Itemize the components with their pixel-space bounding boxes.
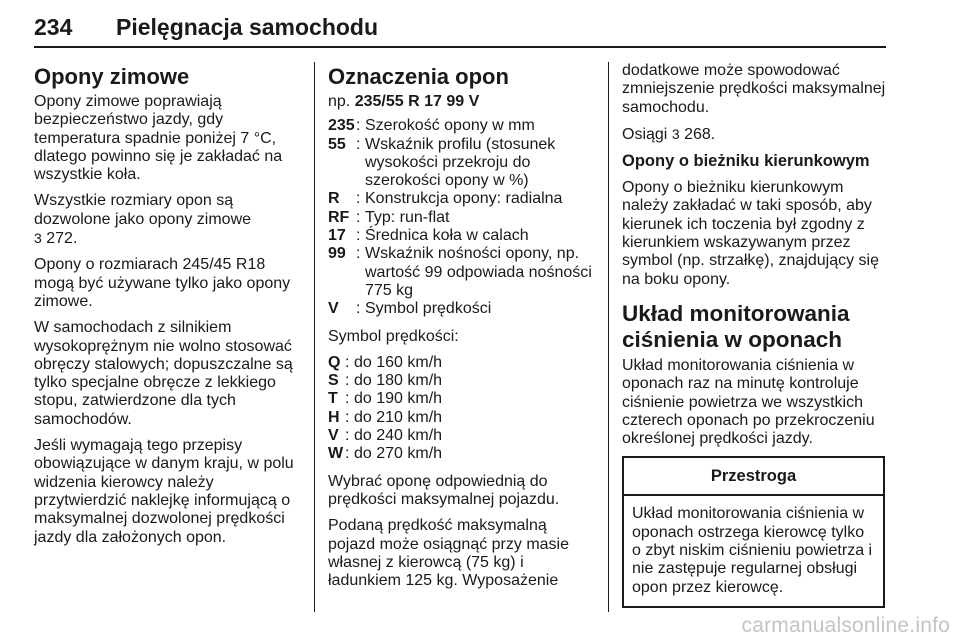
- column-winter-tyres: [34, 62, 304, 555]
- list-item: T : do 190 km/h: [328, 390, 443, 408]
- paragraph: dodatkowe może spowodować zmniejszenie prędkości maksymalnej samochodu.: [622, 62, 886, 116]
- warning-title: Przestroga: [624, 458, 883, 496]
- page-title: Pielęgnacja samochodu: [116, 14, 379, 40]
- list-item: W : do 270 km/h: [328, 445, 443, 463]
- header-divider: [34, 46, 886, 48]
- column-directional-tyres: [622, 62, 892, 608]
- list-item: V : do 240 km/h: [328, 427, 443, 445]
- performance-reference: Osiągi 3 268.: [622, 125, 716, 143]
- list-item: Q : do 160 km/h: [328, 353, 443, 371]
- tyre-code-example: np. 235/55 R 17 99 V: [328, 93, 480, 110]
- paragraph: Podaną prędkość maksymalną pojazd może osiągnąć przy masie własnej z kierowcą (75 kg) i ładunkiem 125 kg. Wyposażenie: [328, 517, 570, 590]
- list-item: S : do 180 km/h: [328, 372, 443, 390]
- list-item: 17 : Średnica koła w calach: [328, 227, 529, 245]
- column-tyre-markings: [328, 62, 598, 598]
- paragraph: Opony o rozmiarach 245/45 R18 mogą być używane tylko jako opony zimowe.: [34, 256, 291, 310]
- watermark: carmanualsonline.info: [741, 614, 950, 637]
- subheading-directional-tyres: Opony o bieżniku kierunkowym: [622, 152, 870, 171]
- list-item: RF : Typ: run-flat: [328, 208, 450, 226]
- cross-reference-page[interactable]: 268.: [684, 125, 716, 143]
- paragraph: Opony o bieżniku kierunkowym należy zakładać w taki sposób, aby kierunek ich toczenia był zgodny z kierunkiem wskazywanym przez symbol (np. strzałkę), znajdujący się na boku opony.: [622, 179, 879, 288]
- paragraph: Jeśli wymagają tego przepisy obowiązujące w danym kraju, w polu widzenia kierowcy należy przytwierdzić naklejkę informującą o maksymalnej dozwolonej prędkości jazdy dla założonych opon.: [34, 437, 294, 546]
- page-header: [34, 14, 886, 56]
- section-heading-winter-tyres: Opony zimowe: [34, 64, 190, 89]
- paragraph: Układ monitorowania ciśnienia w oponach raz na minutę kontroluje ciśnienie powietrza we wszystkich czterech oponach po przekroczeniu określonej prędkości jazdy.: [622, 356, 875, 448]
- list-item: R : Konstrukcja opony: radialna: [328, 190, 563, 208]
- speed-symbol-label: Symbol prędkości:: [328, 327, 459, 345]
- section-heading-tyre-markings: Oznaczenia opon: [328, 64, 509, 89]
- paragraph: W samochodach z silnikiem wysokoprężnym nie wolno stosować obręczy stalowych; dopuszczalne są tylko specjalne obręcze z lekkiego stopu, zatwierdzone dla tych samochodów.: [34, 319, 293, 428]
- section-heading-tpms: Układ monitorowania ciśnienia w oponach: [622, 300, 850, 353]
- list-item: H : do 210 km/h: [328, 408, 443, 426]
- warning-box: [622, 456, 885, 607]
- list-item: 99 : Wskaźnik nośności opony, np. wartość 99 odpowiada nośności 775 kg: [328, 245, 592, 299]
- paragraph: Wybrać oponę odpowiednią do prędkości maksymalnej pojazdu.: [328, 472, 560, 508]
- paragraph: Opony zimowe poprawiają bezpieczeństwo jazdy, gdy temperatura spadnie poniżej 7 °C, dlatego powinno się je zakładać na wszystkie koła.: [34, 93, 283, 184]
- tyre-code-list: [328, 117, 598, 318]
- cross-reference-arrow-icon: 3: [671, 125, 680, 142]
- speed-symbol-list: [328, 354, 598, 464]
- list-item: V : Symbol prędkości: [328, 300, 492, 318]
- cross-reference-arrow-icon: 3: [34, 230, 42, 247]
- column-divider-right: [608, 62, 609, 612]
- column-divider-left: [314, 62, 315, 612]
- warning-body: Układ monitorowania ciśnienia w oponach ostrzega kierowcę tylko o zbyt niskim ciśnieniu powietrza i nie zastępuje regularnej obsługi opon przez kierowcę.: [632, 505, 873, 596]
- paragraph: Wszystkie rozmiary opon są dozwolone jako opony zimowe 3 272.: [34, 192, 252, 248]
- cross-reference-page[interactable]: 272.: [46, 230, 78, 248]
- page-number: 234: [34, 14, 73, 40]
- list-item: 235 : Szerokość opony w mm: [328, 117, 535, 135]
- list-item: 55 : Wskaźnik profilu (stosunek wysokości przekroju do szerokości opony w %): [328, 135, 556, 190]
